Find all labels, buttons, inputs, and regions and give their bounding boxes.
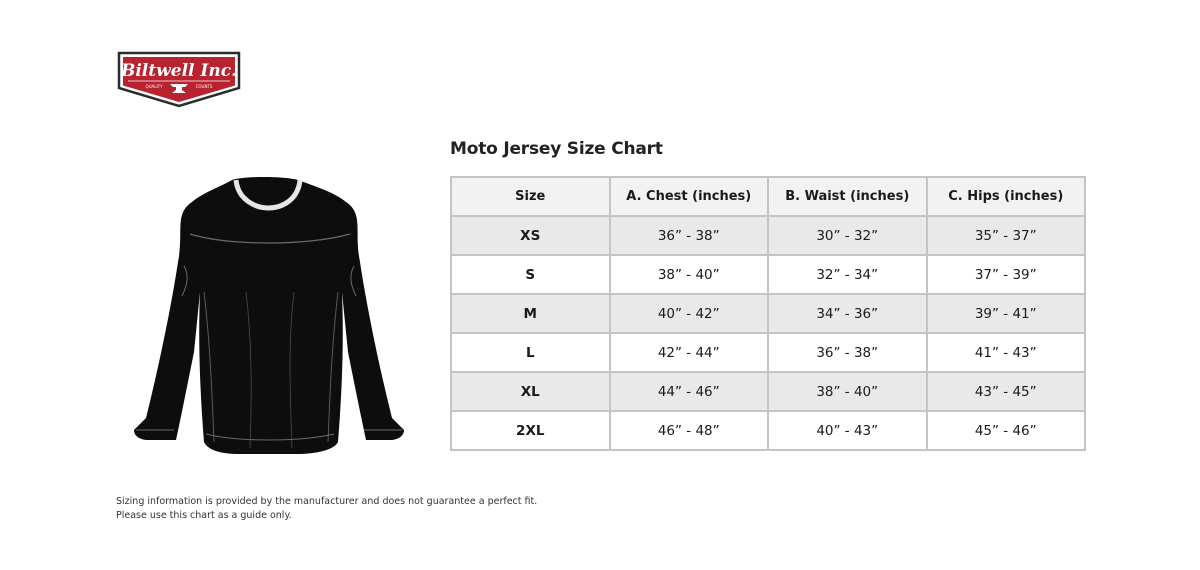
table-row (451, 411, 1085, 450)
waist-cell: 36” - 38” (768, 333, 927, 372)
hips-cell: 35” - 37” (927, 216, 1086, 255)
chest-cell: 42” - 44” (610, 333, 769, 372)
chart-title: Moto Jersey Size Chart (450, 139, 663, 159)
size-cell: XL (451, 372, 610, 411)
header-hips: C. Hips (inches) (927, 177, 1086, 216)
hips-cell: 45” - 46” (927, 411, 1086, 450)
size-cell: M (451, 294, 610, 333)
header-chest: A. Chest (inches) (610, 177, 769, 216)
waist-cell: 40” - 43” (768, 411, 927, 450)
table-row (451, 333, 1085, 372)
table-header-row (451, 177, 1085, 216)
table-row (451, 216, 1085, 255)
chest-cell: 44” - 46” (610, 372, 769, 411)
table-row (451, 372, 1085, 411)
header-size: Size (451, 177, 610, 216)
waist-cell: 30” - 32” (768, 216, 927, 255)
disclaimer-line-1: Sizing information is provided by the manufacturer and does not guarantee a perfect fit. (116, 496, 538, 507)
size-cell: XS (451, 216, 610, 255)
chest-cell: 46” - 48” (610, 411, 769, 450)
hips-cell: 41” - 43” (927, 333, 1086, 372)
table-row (451, 255, 1085, 294)
waist-cell: 32” - 34” (768, 255, 927, 294)
logo-wordmark: Biltwell Inc. (120, 61, 238, 81)
hips-cell: 37” - 39” (927, 255, 1086, 294)
sizing-disclaimer (116, 495, 537, 523)
size-cell: L (451, 333, 610, 372)
header-waist: B. Waist (inches) (768, 177, 927, 216)
disclaimer-line-2: Please use this chart as a guide only. (116, 510, 292, 521)
hips-cell: 39” - 41” (927, 294, 1086, 333)
biltwell-logo (116, 50, 242, 108)
size-cell: 2XL (451, 411, 610, 450)
chest-cell: 40” - 42” (610, 294, 769, 333)
waist-cell: 38” - 40” (768, 372, 927, 411)
chest-cell: 38” - 40” (610, 255, 769, 294)
chest-cell: 36” - 38” (610, 216, 769, 255)
hips-cell: 43” - 45” (927, 372, 1086, 411)
logo-tag-right: COUNTS (195, 84, 213, 89)
logo-tag-left: QUALITY (145, 84, 163, 89)
long-sleeve-jersey-icon (128, 172, 410, 458)
waist-cell: 34” - 36” (768, 294, 927, 333)
size-table (450, 176, 1086, 451)
table-row (451, 294, 1085, 333)
size-cell: S (451, 255, 610, 294)
